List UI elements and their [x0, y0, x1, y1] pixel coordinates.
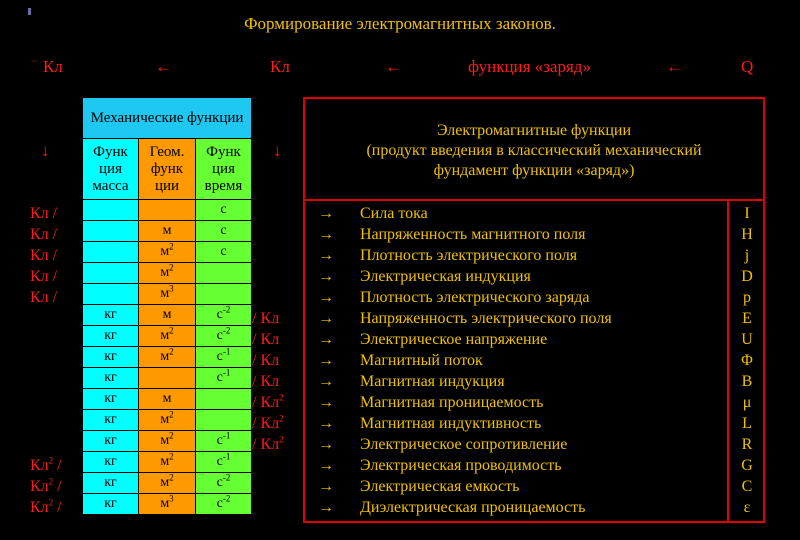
flow-charge-function: функция «заряд»: [468, 57, 591, 76]
mass-cell: [83, 284, 139, 305]
time-exponent: -2: [222, 325, 231, 336]
row-arrow: →: [318, 478, 334, 495]
row-arrow: →: [318, 289, 334, 306]
mech-row: [83, 305, 252, 326]
time-exponent: -1: [222, 346, 231, 357]
time-cell: $с^{-2}$: [196, 494, 252, 515]
flow-arrow-3: ←: [666, 57, 683, 76]
down-arrow-right: ↓: [273, 141, 282, 160]
left-exponent: 2: [48, 455, 54, 466]
row-arrow: →: [318, 394, 334, 411]
row-left-coulomb: $Кл^2$ /: [30, 455, 62, 474]
row-arrow: →: [318, 415, 334, 432]
right-exponent: 2: [279, 413, 284, 424]
time-cell: [196, 389, 252, 410]
row-function-name: Электрическая индукция: [360, 268, 531, 285]
geom-exponent: 2: [169, 430, 174, 441]
time-cell: с: [196, 242, 252, 263]
row-left-coulomb: Кл /: [30, 289, 58, 306]
geom-cell: $м^2$: [139, 242, 196, 263]
row-right-coulomb: / $Кл^2$: [252, 392, 284, 411]
geom-exponent: 2: [169, 346, 174, 357]
mech-row: [83, 431, 252, 452]
row-left-coulomb: Кл /: [30, 247, 58, 264]
time-cell: с: [196, 221, 252, 242]
right-exponent: 2: [279, 434, 284, 445]
mech-row: [83, 494, 252, 515]
row-function-name: Плотность электрического заряда: [360, 289, 590, 306]
left-exponent: 2: [48, 497, 54, 508]
time-exponent: -2: [222, 493, 231, 504]
row-symbol: I: [744, 205, 750, 222]
row-arrow: →: [318, 499, 334, 516]
mass-cell: кг: [83, 389, 139, 410]
time-cell: $с^{-1}$: [196, 452, 252, 473]
mass-cell: кг: [83, 452, 139, 473]
time-cell: [196, 284, 252, 305]
mech-row: [83, 200, 252, 221]
time-exponent: -2: [222, 304, 231, 315]
geom-cell: м: [139, 221, 196, 242]
em-title-line-1: Электромагнитные функции: [436, 122, 632, 139]
col-time-header: Функ ция время: [196, 139, 252, 200]
geom-exponent: 2: [169, 325, 174, 336]
row-function-name: Магнитная индуктивность: [360, 415, 542, 432]
mass-cell: кг: [83, 410, 139, 431]
mass-cell: кг: [83, 368, 139, 389]
mass-cell: кг: [83, 494, 139, 515]
mech-row: [83, 347, 252, 368]
geom-cell: [139, 368, 196, 389]
row-function-name: Плотность электрического поля: [360, 247, 578, 264]
geom-cell: $м^3$: [139, 494, 196, 515]
row-right-coulomb: / Кл: [252, 352, 280, 369]
row-symbol: E: [742, 310, 752, 327]
geom-cell: $м^2$: [139, 452, 196, 473]
geom-cell: $м^2$: [139, 431, 196, 452]
row-right-coulomb: / $Кл^2$: [252, 413, 284, 432]
mech-row: [83, 410, 252, 431]
row-function-name: Магнитный поток: [360, 352, 483, 369]
row-function-name: Напряженность магнитного поля: [360, 226, 586, 243]
time-cell: с: [196, 200, 252, 221]
em-functions-title: [305, 121, 763, 181]
mass-cell: [83, 221, 139, 242]
col-geom-header: Геом. функ ции: [139, 139, 196, 200]
geom-exponent: 3: [169, 493, 174, 504]
mass-cell: кг: [83, 431, 139, 452]
down-arrow-left: ↓: [41, 141, 50, 160]
geom-exponent: 2: [169, 472, 174, 483]
row-symbol: R: [741, 436, 753, 453]
geom-cell: $м^2$: [139, 347, 196, 368]
row-left-coulomb: $Кл^2$ /: [30, 497, 62, 516]
page-title: Формирование электромагнитных законов.: [244, 14, 556, 33]
flow-kl-1: Кл: [43, 57, 63, 76]
row-symbol: L: [742, 415, 752, 432]
row-left-coulomb: Кл /: [30, 205, 58, 222]
time-cell: $с^{-2}$: [196, 473, 252, 494]
mech-row: [83, 221, 252, 242]
mech-row: [83, 263, 252, 284]
row-arrow: →: [318, 436, 334, 453]
row-function-name: Электрическая проводимость: [360, 457, 562, 474]
left-exponent: 2: [48, 476, 54, 487]
right-exponent: 2: [279, 392, 284, 403]
geom-exponent: 3: [169, 283, 174, 294]
row-arrow: →: [318, 268, 334, 285]
row-symbol: p: [743, 289, 751, 306]
mech-row: [83, 452, 252, 473]
row-symbol: ε: [743, 499, 751, 516]
flow-q: Q: [741, 57, 754, 76]
row-left-coulomb: Кл /: [30, 226, 58, 243]
row-arrow: →: [318, 247, 334, 264]
geom-cell: $м^3$: [139, 284, 196, 305]
row-symbol: C: [741, 478, 753, 495]
row-arrow: →: [318, 457, 334, 474]
geom-cell: $м^2$: [139, 410, 196, 431]
em-title-line-3: фундамент функции «заряд»): [433, 162, 635, 179]
mech-row: [83, 473, 252, 494]
geom-cell: $м^2$: [139, 473, 196, 494]
time-exponent: -2: [222, 472, 231, 483]
mass-cell: кг: [83, 305, 139, 326]
geom-exponent: 2: [169, 262, 174, 273]
row-arrow: →: [318, 352, 334, 369]
time-exponent: -1: [222, 451, 231, 462]
geom-cell: $м^2$: [139, 263, 196, 284]
mass-cell: [83, 263, 139, 284]
row-symbol: B: [741, 373, 753, 390]
row-right-coulomb: / Кл: [252, 373, 280, 390]
row-left-coulomb: $Кл^2$ /: [30, 476, 62, 495]
row-function-name: Электрическое напряжение: [360, 331, 548, 348]
row-symbol: U: [741, 331, 753, 348]
mass-cell: кг: [83, 347, 139, 368]
time-cell: [196, 410, 252, 431]
em-divider-horizontal: [303, 199, 765, 201]
mech-row: [83, 389, 252, 410]
flow-arrow-1: ←: [155, 57, 172, 76]
em-title-line-2: (продукт введения в классический механический: [366, 142, 702, 159]
mass-cell: [83, 200, 139, 221]
row-function-name: Диэлектрическая проницаемость: [360, 499, 586, 516]
geom-cell: м: [139, 305, 196, 326]
row-function-name: Электрическое сопротивление: [360, 436, 568, 453]
row-symbol: Φ: [741, 352, 753, 369]
row-arrow: →: [318, 331, 334, 348]
mech-row: [83, 242, 252, 263]
flow-kl-2: Кл: [270, 57, 290, 76]
time-exponent: -1: [222, 367, 231, 378]
time-cell: $с^{-2}$: [196, 305, 252, 326]
row-arrow: →: [318, 205, 334, 222]
row-right-coulomb: / Кл: [252, 310, 280, 327]
row-symbol: j: [744, 247, 750, 264]
mech-row: [83, 368, 252, 389]
mech-row: [83, 326, 252, 347]
mass-cell: кг: [83, 326, 139, 347]
mech-row: [83, 284, 252, 305]
geom-cell: $м^2$: [139, 326, 196, 347]
time-exponent: -1: [222, 430, 231, 441]
geom-cell: [139, 200, 196, 221]
row-symbol: G: [741, 457, 753, 474]
row-right-coulomb: / Кл: [252, 331, 280, 348]
row-function-name: Электрическая емкость: [360, 478, 520, 495]
flow-arrow-2: ←: [385, 57, 402, 76]
row-arrow: →: [318, 310, 334, 327]
time-cell: [196, 263, 252, 284]
row-function-name: Сила тока: [360, 205, 428, 222]
row-function-name: Напряженность электрического поля: [360, 310, 612, 327]
time-cell: $с^{-2}$: [196, 326, 252, 347]
row-function-name: Магнитная индукция: [360, 373, 505, 390]
mass-cell: кг: [83, 473, 139, 494]
time-cell: $с^{-1}$: [196, 431, 252, 452]
geom-exponent: 2: [169, 409, 174, 420]
row-symbol: H: [741, 226, 753, 243]
mechanical-functions-table: [82, 97, 252, 515]
geom-cell: м: [139, 389, 196, 410]
row-function-name: Магнитная проницаемость: [360, 394, 544, 411]
geom-exponent: 2: [169, 451, 174, 462]
geom-exponent: 2: [169, 241, 174, 252]
row-symbol: D: [741, 268, 753, 285]
row-arrow: →: [318, 226, 334, 243]
row-arrow: →: [318, 373, 334, 390]
time-cell: $с^{-1}$: [196, 347, 252, 368]
row-left-coulomb: Кл /: [30, 268, 58, 285]
time-cell: $с^{-1}$: [196, 368, 252, 389]
col-mass-header: Функ ция масса: [83, 139, 139, 200]
mass-cell: [83, 242, 139, 263]
row-symbol: μ: [742, 394, 752, 411]
mechanical-header: Механические функции: [83, 98, 252, 139]
row-right-coulomb: / $Кл^2$: [252, 434, 284, 453]
